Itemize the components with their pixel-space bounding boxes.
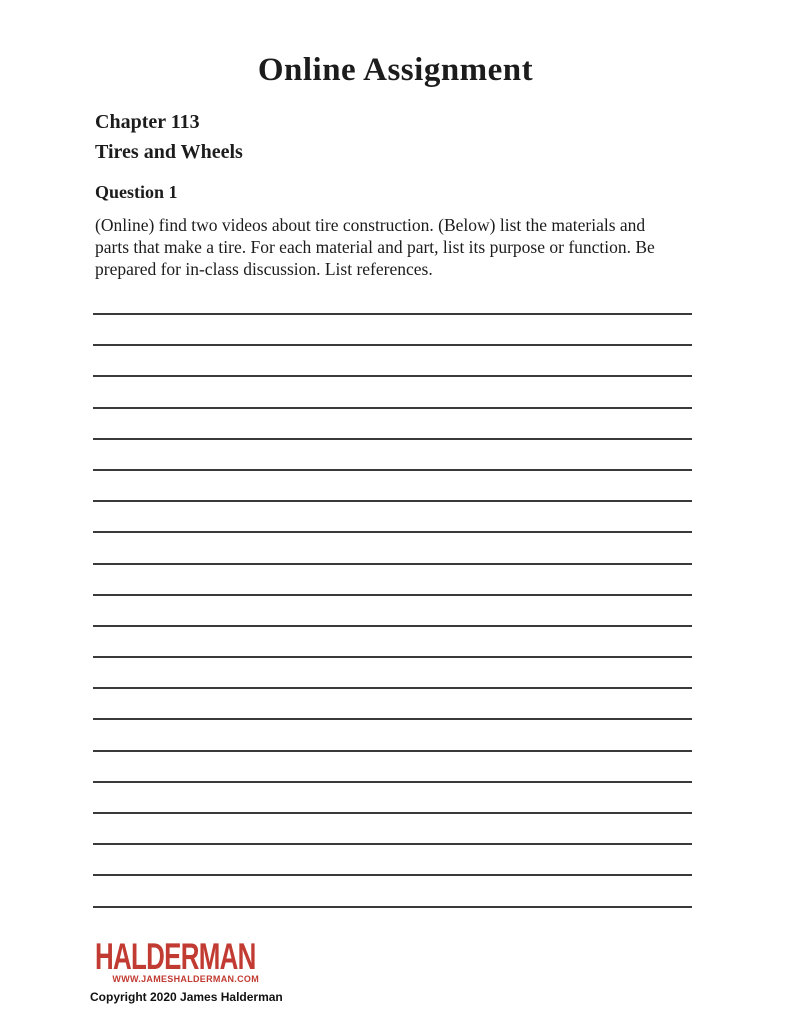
answer-line xyxy=(93,781,692,783)
answer-line xyxy=(93,874,692,876)
chapter-heading xyxy=(95,108,243,167)
answer-line xyxy=(93,906,692,908)
footer xyxy=(95,938,324,984)
answer-line xyxy=(93,531,692,533)
copyright-text: Copyright 2020 James Halderman xyxy=(90,990,283,1004)
answer-line xyxy=(93,375,692,377)
answer-line xyxy=(93,750,692,752)
answer-line xyxy=(93,469,692,471)
question-label: Question 1 xyxy=(95,182,178,202)
question-text xyxy=(95,214,655,280)
question-text-line: parts that make a tire. For each material and part, list its purpose or function. Be xyxy=(95,237,655,257)
answer-line xyxy=(93,500,692,502)
halderman-logo: HALDERMAN xyxy=(95,936,256,977)
answer-line xyxy=(93,344,692,346)
answer-lines xyxy=(93,313,692,908)
chapter-number: Chapter 113 xyxy=(95,111,200,133)
answer-line xyxy=(93,438,692,440)
answer-line xyxy=(93,563,692,565)
question-text-line: prepared for in-class discussion. List references. xyxy=(95,259,433,279)
answer-line xyxy=(93,594,692,596)
answer-line xyxy=(93,812,692,814)
answer-line xyxy=(93,843,692,845)
chapter-title: Tires and Wheels xyxy=(95,140,243,163)
answer-line xyxy=(93,687,692,689)
answer-line xyxy=(93,718,692,720)
answer-line xyxy=(93,625,692,627)
question-text-line: (Online) find two videos about tire construction. (Below) list the materials and xyxy=(95,215,646,235)
logo-url: WWW.JAMESHALDERMAN.COM xyxy=(112,974,259,984)
answer-line xyxy=(93,313,692,315)
answer-line xyxy=(93,407,692,409)
answer-line xyxy=(93,656,692,658)
page-title: Online Assignment xyxy=(257,52,534,88)
